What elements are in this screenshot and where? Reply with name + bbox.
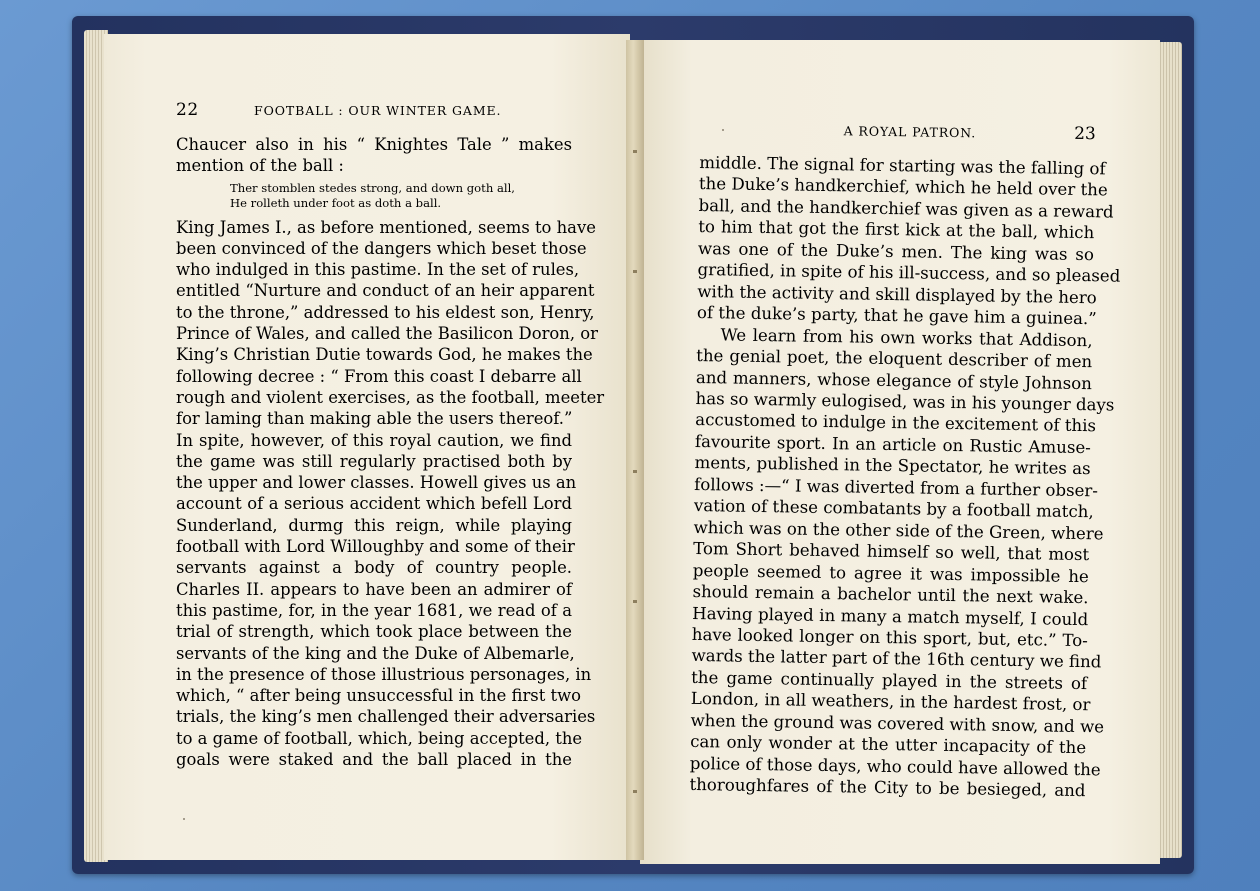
binding-stitch xyxy=(633,790,637,793)
text-line: been convinced of the dangers which beset those xyxy=(176,238,587,258)
text-line: the game was still regularly practised both by xyxy=(176,451,572,471)
text-line: to him that got the first kick at the ball, which xyxy=(698,217,1095,243)
text-line: and manners, whose elegance of style Johnson xyxy=(695,367,1093,393)
text-line: people seemed to agree it was impossible he xyxy=(692,560,1089,586)
text-line: of the duke’s party, that he gave him a guinea.” xyxy=(696,303,1097,329)
quote-line: He rolleth under foot as doth a ball. xyxy=(230,195,442,210)
text-line: King’s Christian Dutie towards God, he makes the xyxy=(176,345,593,365)
text-line: with the activity and skill displayed by the hero xyxy=(697,281,1097,307)
left-page-text xyxy=(176,100,605,770)
right-page-text xyxy=(689,118,1121,802)
text-line: follows :—“ I was diverted from a further obser- xyxy=(694,474,1099,501)
text-line: ball, and the handkerchief was given as a reward xyxy=(698,195,1114,222)
book-gutter xyxy=(626,40,644,860)
text-line: London, in all weathers, in the hardest frost, or xyxy=(690,689,1091,715)
text-line: rough and violent exercises, as the football, meeter xyxy=(176,387,605,407)
text-line: King James I., as before mentioned, seems to have xyxy=(176,217,596,237)
text-line: In spite, however, of this royal caution, we find xyxy=(176,430,572,450)
binding-stitch xyxy=(633,470,637,473)
text-line: which was on the other side of the Green, where xyxy=(693,517,1104,544)
left-body xyxy=(176,217,605,771)
left-running-head xyxy=(176,100,572,120)
text-line: who indulged in this pastime. In the set of rules, xyxy=(176,260,580,280)
text-line: Charles II. appears to have been an admirer of xyxy=(176,579,572,599)
text-line: servants of the king and the Duke of Albemarle, xyxy=(176,643,575,663)
text-line: have looked longer on this sport, but, etc.” To- xyxy=(691,624,1088,651)
binding-stitch xyxy=(633,270,637,273)
text-line: wards the latter part of the 16th century we find xyxy=(691,646,1102,672)
text-line: goals were staked and the ball placed in the xyxy=(176,750,572,770)
text-line: the upper and lower classes. Howell gives us an xyxy=(176,473,577,493)
text-line: when the ground was covered with snow, and we xyxy=(690,710,1105,737)
text-line: middle. The signal for starting was the falling of xyxy=(699,152,1106,179)
text-line: accustomed to indulge in the excitement of this xyxy=(695,410,1097,436)
text-line: has so warmly eulogised, was in his younger days xyxy=(695,388,1115,415)
binding-stitch xyxy=(633,600,637,603)
chaucer-quote xyxy=(230,181,572,211)
text-line: football with Lord Willoughby and some of their xyxy=(176,537,575,557)
text-line: this pastime, for, in the year 1681, we read of a xyxy=(176,600,572,620)
text-line: Prince of Wales, and called the Basilicon Doron, or xyxy=(176,324,598,344)
text-line: favourite sport. In an article on Rustic Amuse- xyxy=(694,431,1092,458)
right-page-edges xyxy=(1158,42,1182,858)
text-line: can only wonder at the utter incapacity of the xyxy=(690,732,1087,758)
text-line: entitled “Nurture and conduct of an heir apparent xyxy=(176,281,595,301)
binding-stitch xyxy=(633,150,637,153)
text-line: We learn from his own works that Addison, xyxy=(720,324,1093,350)
text-line: was one of the Duke’s men. The king was so xyxy=(697,238,1095,265)
text-line: to the throne,” addressed to his eldest son, Henry, xyxy=(176,302,595,322)
text-line: gratified, in spite of his ill-success, and so pleased xyxy=(697,260,1121,286)
text-line: mention of the ball : xyxy=(176,156,344,176)
text-line: trials, the king’s men challenged their adversaries xyxy=(176,707,596,727)
text-line: Having played in many a match myself, I could xyxy=(692,603,1089,629)
text-line: should remain a bachelor until the next wake. xyxy=(692,582,1089,608)
text-line: trial of strength, which took place between the xyxy=(176,622,572,642)
text-line: in the presence of those illustrious personages, in xyxy=(176,664,592,684)
text-line: ments, published in the Spectator, he writes as xyxy=(694,453,1091,479)
text-line: to a game of football, which, being accepted, the xyxy=(176,728,583,748)
text-line: the genial poet, the eloquent describer of men xyxy=(696,346,1093,372)
text-line: servants against a body of country people. xyxy=(176,558,572,578)
text-line: for laming than making able the users thereof.” xyxy=(176,409,573,429)
right-page-number: 23 xyxy=(1073,123,1096,145)
right-body xyxy=(689,152,1121,802)
text-line: police of those days, who could have allowed the xyxy=(689,753,1101,780)
text-line: which, “ after being unsuccessful in the first two xyxy=(176,686,581,706)
quote-line: Ther stomblen stedes strong, and down goth all, xyxy=(230,180,515,195)
text-line: thoroughfares of the City to be besieged, and xyxy=(689,775,1086,801)
left-intro xyxy=(176,134,572,177)
text-line: Tom Short behaved himself so well, that most xyxy=(693,539,1090,565)
text-line: vation of these combatants by a football match, xyxy=(693,496,1094,522)
text-line: following decree : “ From this coast I debarre all xyxy=(176,366,582,386)
right-running-title: A ROYAL PATRON. xyxy=(843,123,977,141)
text-line: Chaucer also in his “ Knightes Tale ” makes xyxy=(176,135,572,154)
text-line: account of a serious accident which befell Lord xyxy=(176,494,572,514)
text-line: Sunderland, durmg this reign, while playing xyxy=(176,515,572,535)
text-line: the game continually played in the streets of xyxy=(691,667,1088,694)
left-page-number: 22 xyxy=(176,100,199,120)
text-line: the Duke’s handkerchief, which he held over the xyxy=(698,174,1108,200)
left-running-title: FOOTBALL : OUR WINTER GAME. xyxy=(254,103,502,118)
paper-speck xyxy=(183,818,185,820)
